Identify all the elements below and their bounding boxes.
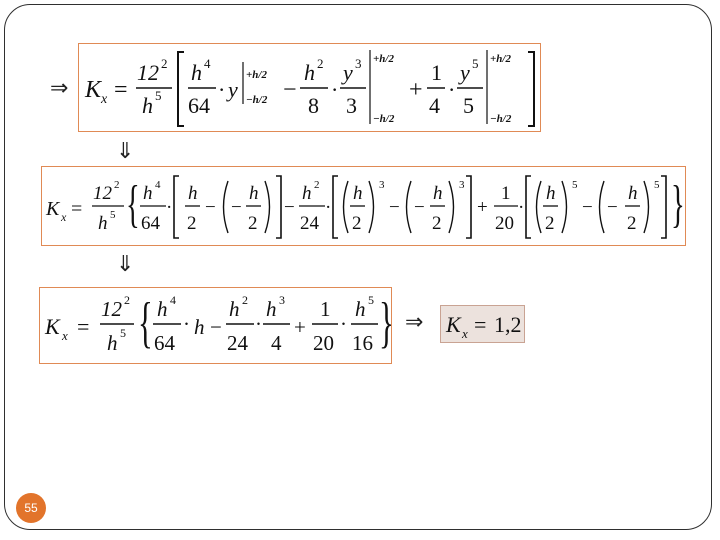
svg-text:y: y: [228, 77, 238, 102]
svg-text:+: +: [409, 77, 423, 103]
svg-text:K: K: [85, 77, 102, 103]
svg-text:−: −: [284, 197, 295, 218]
svg-text:h: h: [355, 297, 366, 321]
svg-text:·: ·: [166, 197, 173, 218]
svg-text:2: 2: [161, 56, 168, 71]
svg-text:+h/2: +h/2: [246, 69, 267, 81]
svg-text:h: h: [229, 297, 240, 321]
svg-text:1: 1: [501, 183, 511, 204]
svg-text:+: +: [477, 197, 488, 218]
svg-text:2: 2: [187, 213, 197, 234]
svg-text:2: 2: [124, 293, 130, 307]
svg-text:h: h: [142, 93, 153, 118]
svg-text:x: x: [462, 326, 468, 341]
svg-text:3: 3: [379, 179, 385, 191]
svg-text:·: ·: [183, 312, 190, 336]
svg-text:4: 4: [170, 293, 176, 307]
svg-text:=: =: [77, 314, 90, 339]
svg-text:5: 5: [110, 209, 116, 221]
svg-text:−: −: [607, 197, 618, 218]
svg-text:3: 3: [346, 93, 357, 118]
svg-text:h: h: [194, 315, 205, 339]
svg-text:h: h: [143, 183, 153, 204]
svg-text:=: =: [71, 198, 83, 220]
svg-text:3: 3: [355, 56, 362, 71]
svg-text:2: 2: [114, 179, 120, 191]
svg-text:x: x: [61, 210, 67, 224]
svg-text:64: 64: [154, 331, 175, 355]
svg-text:h: h: [188, 183, 198, 204]
svg-text:·: ·: [218, 77, 226, 102]
svg-text:−h/2: −h/2: [246, 94, 268, 106]
svg-text:20: 20: [313, 331, 334, 355]
svg-text:}: }: [671, 176, 685, 234]
implies-arrow-result: ⇒: [405, 310, 424, 335]
svg-text:h: h: [107, 331, 118, 355]
down-arrow-2: ⇓: [116, 252, 135, 277]
svg-text:{: {: [138, 291, 153, 354]
svg-text:2: 2: [248, 213, 258, 234]
svg-text:}: }: [379, 291, 394, 354]
svg-text:1: 1: [320, 297, 331, 321]
svg-text:K: K: [46, 198, 60, 220]
svg-text:x: x: [101, 92, 108, 107]
svg-text:+: +: [294, 315, 306, 339]
svg-text:x: x: [62, 328, 68, 343]
svg-text:=: =: [114, 77, 128, 103]
equation-result: [445, 312, 522, 341]
svg-text:−: −: [389, 197, 400, 218]
svg-text:2: 2: [242, 293, 248, 307]
svg-text:y: y: [343, 60, 353, 85]
svg-text:2: 2: [627, 213, 637, 234]
svg-text:1: 1: [431, 60, 442, 85]
page-number-badge: 55: [16, 493, 46, 523]
svg-text:h: h: [302, 183, 312, 204]
svg-text:h: h: [304, 60, 315, 85]
svg-text:4: 4: [155, 179, 161, 191]
svg-text:h: h: [433, 183, 443, 204]
svg-text:y: y: [460, 60, 470, 85]
svg-text:2: 2: [432, 213, 442, 234]
svg-text:+h/2: +h/2: [490, 53, 511, 65]
svg-text:h: h: [249, 183, 259, 204]
svg-text:3: 3: [459, 179, 465, 191]
equation-step3: [44, 291, 394, 355]
svg-text:{: {: [126, 176, 140, 234]
svg-text:5: 5: [120, 326, 126, 340]
svg-text:8: 8: [308, 93, 319, 118]
svg-text:h: h: [628, 183, 638, 204]
svg-text:h: h: [191, 60, 202, 85]
svg-text:20: 20: [495, 213, 514, 234]
svg-text:·: ·: [340, 312, 347, 336]
svg-text:2: 2: [314, 179, 320, 191]
svg-text:12: 12: [93, 183, 112, 204]
svg-text:5: 5: [155, 88, 162, 103]
svg-text:h: h: [157, 297, 168, 321]
svg-text:−: −: [283, 77, 297, 103]
svg-text:12: 12: [137, 60, 159, 85]
svg-text:·: ·: [325, 197, 332, 218]
svg-text:5: 5: [463, 93, 474, 118]
svg-text:64: 64: [188, 93, 210, 118]
svg-text:·: ·: [448, 77, 456, 102]
svg-text:·: ·: [331, 77, 339, 102]
svg-text:−: −: [205, 197, 216, 218]
svg-text:12: 12: [101, 297, 122, 321]
svg-text:−: −: [582, 197, 593, 218]
svg-text:K: K: [45, 314, 60, 339]
svg-text:5: 5: [368, 293, 374, 307]
svg-text:·: ·: [255, 312, 262, 336]
svg-text:1,2: 1,2: [494, 312, 522, 337]
svg-text:−: −: [414, 197, 425, 218]
svg-text:2: 2: [545, 213, 555, 234]
svg-text:2: 2: [352, 213, 362, 234]
svg-text:−: −: [210, 315, 222, 339]
svg-text:2: 2: [317, 56, 324, 71]
svg-text:4: 4: [429, 93, 440, 118]
svg-text:−: −: [231, 197, 242, 218]
svg-text:=: =: [474, 312, 487, 337]
equation-step1: [84, 50, 534, 126]
svg-text:4: 4: [271, 331, 282, 355]
svg-text:h: h: [353, 183, 363, 204]
svg-text:5: 5: [572, 179, 578, 191]
down-arrow-1: ⇓: [116, 139, 135, 164]
svg-text:h: h: [266, 297, 277, 321]
svg-text:24: 24: [300, 213, 319, 234]
svg-text:+h/2: +h/2: [373, 53, 394, 65]
svg-text:3: 3: [279, 293, 285, 307]
svg-text:K: K: [446, 312, 461, 337]
implies-arrow-step1: ⇒: [50, 76, 69, 101]
svg-text:16: 16: [352, 331, 373, 355]
svg-text:64: 64: [141, 213, 160, 234]
svg-text:h: h: [98, 213, 108, 234]
equation-step2: [45, 176, 685, 238]
svg-text:h: h: [546, 183, 556, 204]
svg-text:4: 4: [204, 56, 211, 71]
svg-text:−h/2: −h/2: [490, 113, 512, 125]
svg-text:5: 5: [472, 56, 479, 71]
svg-text:·: ·: [518, 197, 525, 218]
svg-text:5: 5: [654, 179, 660, 191]
svg-text:24: 24: [227, 331, 248, 355]
svg-text:−h/2: −h/2: [373, 113, 395, 125]
